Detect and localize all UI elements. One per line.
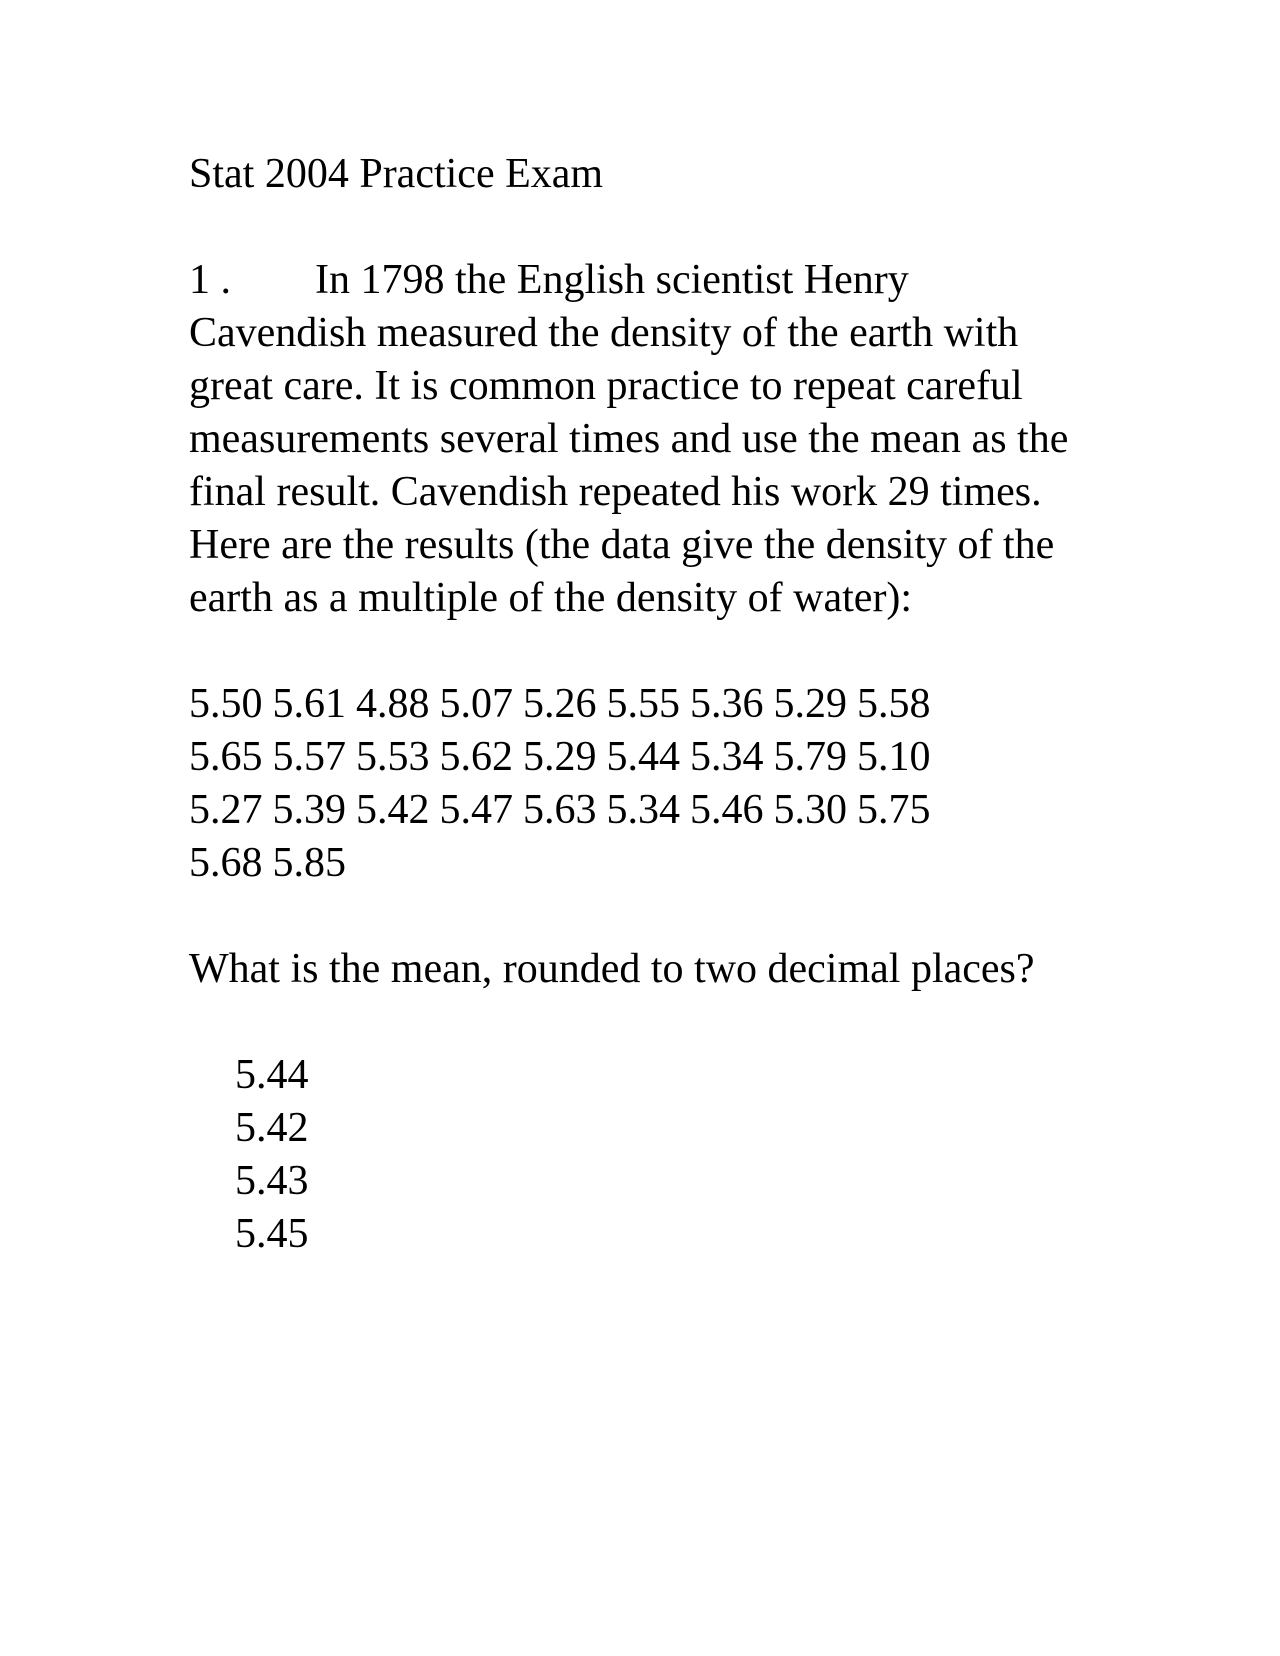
data-value: 5.39 bbox=[272, 787, 346, 833]
question-1-text-block bbox=[189, 254, 1089, 625]
data-value: 5.10 bbox=[857, 734, 931, 780]
data-value: 4.88 bbox=[356, 681, 430, 727]
data-value: 5.65 bbox=[189, 734, 263, 780]
data-value: 5.30 bbox=[773, 787, 847, 833]
question-prompt: What is the mean, rounded to two decimal places? bbox=[189, 946, 1035, 992]
question-number: 1 . bbox=[189, 257, 231, 303]
data-value: 5.68 bbox=[189, 840, 263, 886]
data-value: 5.50 bbox=[189, 681, 263, 727]
data-values bbox=[189, 678, 1089, 890]
answer-option[interactable]: 5.42 bbox=[235, 1105, 309, 1151]
data-value: 5.29 bbox=[773, 681, 847, 727]
data-value: 5.46 bbox=[690, 787, 764, 833]
answer-option[interactable]: 5.43 bbox=[235, 1158, 309, 1204]
data-value: 5.26 bbox=[523, 681, 597, 727]
data-value: 5.42 bbox=[356, 787, 430, 833]
data-value: 5.53 bbox=[356, 734, 430, 780]
data-value: 5.61 bbox=[272, 681, 346, 727]
data-value: 5.07 bbox=[439, 681, 513, 727]
data-value: 5.29 bbox=[523, 734, 597, 780]
answer-option[interactable]: 5.45 bbox=[235, 1211, 309, 1257]
answer-options bbox=[189, 1049, 1089, 1261]
data-value: 5.34 bbox=[606, 787, 680, 833]
data-value: 5.27 bbox=[189, 787, 263, 833]
data-value: 5.79 bbox=[773, 734, 847, 780]
data-value: 5.44 bbox=[606, 734, 680, 780]
document-page bbox=[189, 148, 1089, 1261]
data-value: 5.34 bbox=[690, 734, 764, 780]
data-value: 5.85 bbox=[272, 840, 346, 886]
data-value: 5.75 bbox=[857, 787, 931, 833]
data-value: 5.58 bbox=[857, 681, 931, 727]
data-value: 5.47 bbox=[439, 787, 513, 833]
data-value: 5.62 bbox=[439, 734, 513, 780]
data-value: 5.57 bbox=[272, 734, 346, 780]
data-value: 5.36 bbox=[690, 681, 764, 727]
question-text: In 1798 the English scientist Henry Cavendish measured the density of the earth with great care. It is common practice to repeat careful measurements several times and use the mean as the final result. Cavendish repeated his work 29 times. Here are the results (the data give the density of the earth as a multiple of the density of water): bbox=[189, 257, 1069, 621]
data-value: 5.63 bbox=[523, 787, 597, 833]
page-title: Stat 2004 Practice Exam bbox=[189, 151, 604, 197]
data-value: 5.55 bbox=[606, 681, 680, 727]
answer-option[interactable]: 5.44 bbox=[235, 1052, 309, 1098]
